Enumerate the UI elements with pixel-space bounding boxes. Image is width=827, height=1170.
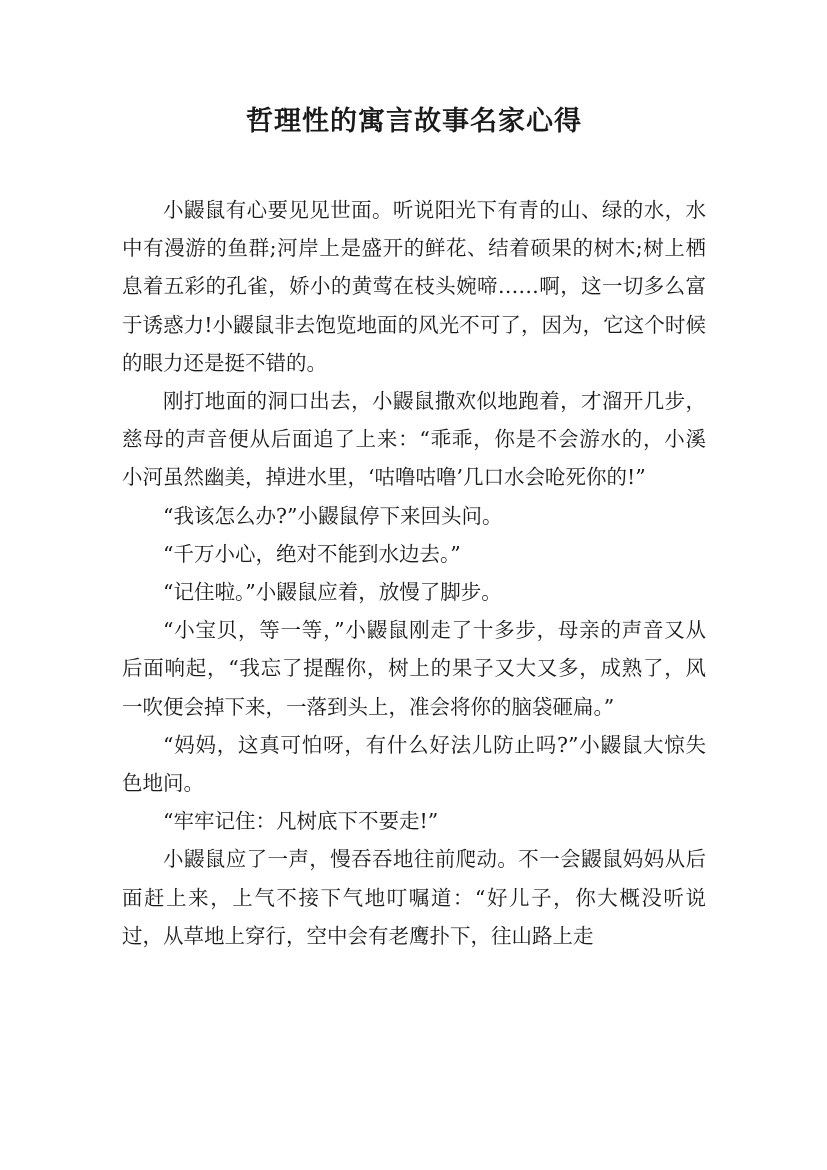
paragraph: “千万小心，绝对不能到水边去。” — [163, 541, 461, 566]
paragraph: “我该怎么办?”小鼹鼠停下来回头问。 — [163, 503, 503, 528]
paragraph: 小鼹鼠有心要见见世面。听说阳光下有青的山、绿的水，水中有漫游的鱼群;河岸上是盛开的鲜花、结着硕果的树木;树上栖息着五彩的孔雀，娇小的黄莺在枝头婉啼……啊，这一切多么富于诱惑力!小鼹鼠非去饱览地面的风光不可了，因为，它这个时候的眼力还是挺不错的。 — [122, 198, 706, 375]
paragraph: “小宝贝，等一等，”小鼹鼠刚走了十多步，母亲的声音又从后面响起，“我忘了提醒你，树上的果子又大又多，成熟了，风一吹便会掉下来，一落到头上，准会将你的脑袋砸扁。” — [122, 618, 706, 719]
document-body — [122, 191, 706, 955]
paragraph: 刚打地面的洞口出去，小鼹鼠撒欢似地跑着，才溜开几步，慈母的声音便从后面追了上来：“乖乖，你是不会游水的，小溪小河虽然幽美，掉进水里，‘咕噜咕噜’几口水会呛死你的!” — [122, 389, 706, 490]
paragraph: “牢牢记住：凡树底下不要走!” — [163, 809, 439, 834]
paragraph: “妈妈，这真可怕呀，有什么好法儿防止吗?”小鼹鼠大惊失色地问。 — [122, 732, 706, 796]
document-title: 哲理性的寓言故事名家心得 — [246, 106, 582, 137]
paragraph: 小鼹鼠应了一声，慢吞吞地往前爬动。不一会鼹鼠妈妈从后面赶上来，上气不接下气地叮嘱道：“好儿子，你大概没听说过，从草地上穿行，空中会有老鹰扑下，往山路上走 — [122, 847, 706, 948]
paragraph: “记住啦。”小鼹鼠应着，放慢了脚步。 — [163, 580, 502, 605]
